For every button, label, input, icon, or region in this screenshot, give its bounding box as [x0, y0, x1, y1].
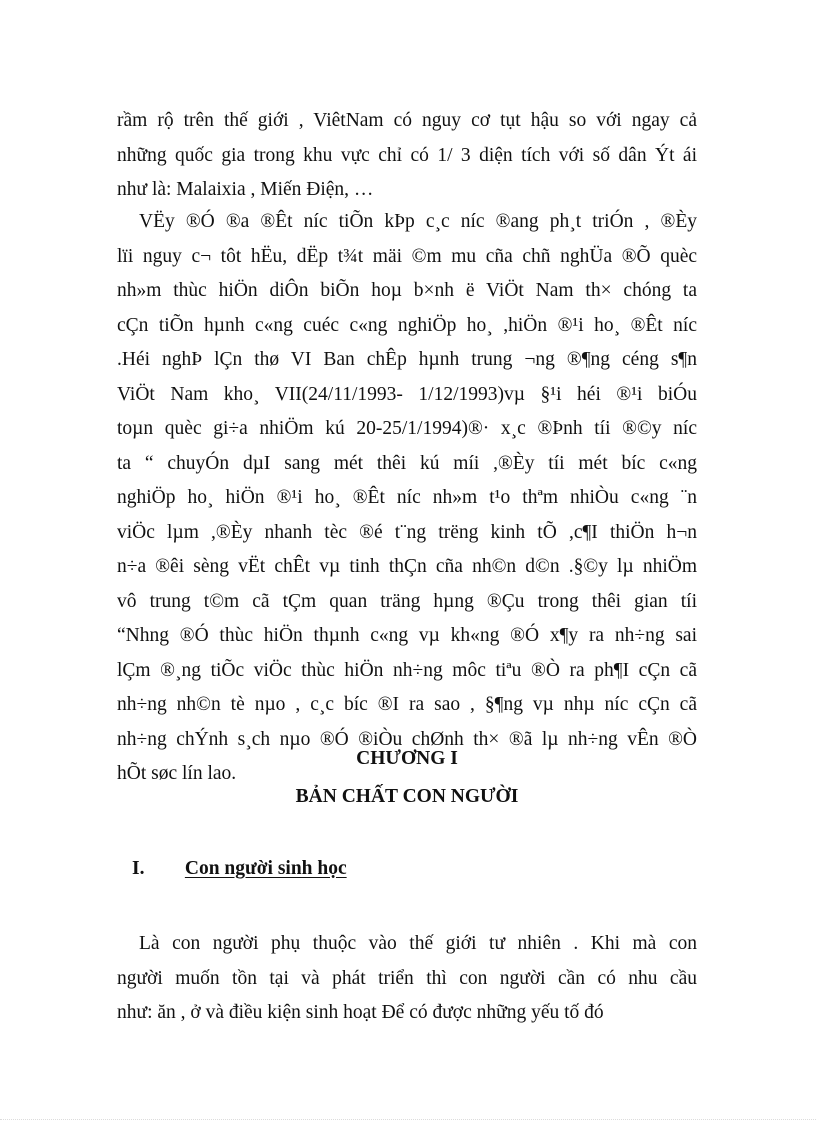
- text-line: nh»m thùc hiÖn diÔn biÕn hoµ b×nh ë ViÖt Nam th× chóng ta: [117, 280, 697, 301]
- section-number: I.: [132, 858, 145, 879]
- text-line: lïi nguy c¬ tôt hËu, dËp t¾t mäi ©m mu cña chñ nghÜa ®Õ quèc: [117, 245, 697, 267]
- chapter-title: CHƯƠNG I: [356, 748, 458, 769]
- page-bottom-border: [0, 1119, 816, 1120]
- text-line: lÇm ®¸ng tiÕc viÖc thùc hiÖn nh÷ng môc tiªu ®Ò ra ph¶I cÇn cã: [117, 659, 697, 681]
- text-line: nghiÖp ho¸ hiÖn ®¹i ho¸ ®Êt níc nh»m t¹o thªm nhiÒu c«ng ¨n: [117, 487, 697, 508]
- text-line: “Nhng ®Ó thùc hiÖn thµnh c«ng vµ kh«ng ®Ó x¶y ra nh÷ng sai: [117, 625, 697, 646]
- chapter-subtitle: BẢN CHẤT CON NGƯỜI: [295, 786, 519, 807]
- text-line: VËy ®Ó ®a ®Êt níc tiÕn kÞp c¸c níc ®ang ph¸t triÓn , ®Èy: [139, 211, 697, 232]
- text-line: rầm rộ trên thế giới , ViêtNam có nguy cơ tụt hậu so với ngay cả: [117, 110, 697, 131]
- paragraph-intro: [117, 104, 697, 208]
- text-line: n÷a ®êi sèng vËt chÊt vµ tinh thÇn cña nh©n d©n .§©y lµ nhiÖm: [117, 556, 697, 577]
- paragraph-human-biology: [117, 927, 697, 1031]
- paragraph-encoded: [117, 205, 697, 792]
- text-line: cÇn tiÕn hµnh c«ng cuéc c«ng nghiÖp ho¸ ,hiÖn ®¹i ho¸ ®Êt níc: [117, 314, 697, 336]
- text-line: những quốc gia trong khu vực chỉ có 1/ 3 diện tích với số dân Ýt ái: [117, 144, 697, 166]
- text-line: ViÖt Nam kho¸ VII(24/11/1993- 1/12/1993)vµ §¹i héi ®¹i biÓu: [117, 383, 697, 405]
- text-line: nh÷ng nh©n tè nµo , c¸c bíc ®I ra sao , §¶ng vµ nhµ níc cÇn cã: [117, 694, 697, 715]
- section-heading: [132, 858, 347, 880]
- text-line: như là: Malaixia , Miến Điện, …: [117, 179, 374, 200]
- text-line: ta “ chuyÓn dµI sang mét thêi kú míi ,®Èy tíi mét bíc c«ng: [117, 452, 697, 474]
- text-line: người muốn tồn tại và phát triển thì con người cần có nhu cầu: [117, 967, 697, 989]
- text-line: như: ăn , ở và điều kiện sinh hoạt Để có được những yếu tố đó: [117, 1002, 604, 1023]
- text-line: vô trung t©m cã tÇm quan träng hµng ®Çu trong thêi gian tíi: [117, 590, 697, 612]
- text-line: hÕt søc lín lao.: [117, 763, 237, 784]
- text-line: viÖc lµm ,®Èy nhanh tèc ®é t¨ng trëng kinh tÕ ,c¶I thiÖn h¬n: [117, 521, 697, 543]
- text-line: toµn quèc gi÷a nhiÖm kú 20-25/1/1994)®· x¸c ®Þnh tíi ®©y níc: [117, 418, 697, 439]
- section-title: Con người sinh học: [184, 858, 347, 879]
- text-line: Là con người phụ thuộc vào thế giới tư nhiên . Khi mà con: [139, 933, 697, 954]
- text-line: nh÷ng chÝnh s¸ch nµo ®Ó ®iÒu chØnh th× ®ã lµ nh÷ng vÊn ®Ò: [117, 728, 697, 750]
- text-line: .Héi nghÞ lÇn thø VI Ban chÊp hµnh trung ¬ng ®¶ng céng s¶n: [117, 349, 697, 370]
